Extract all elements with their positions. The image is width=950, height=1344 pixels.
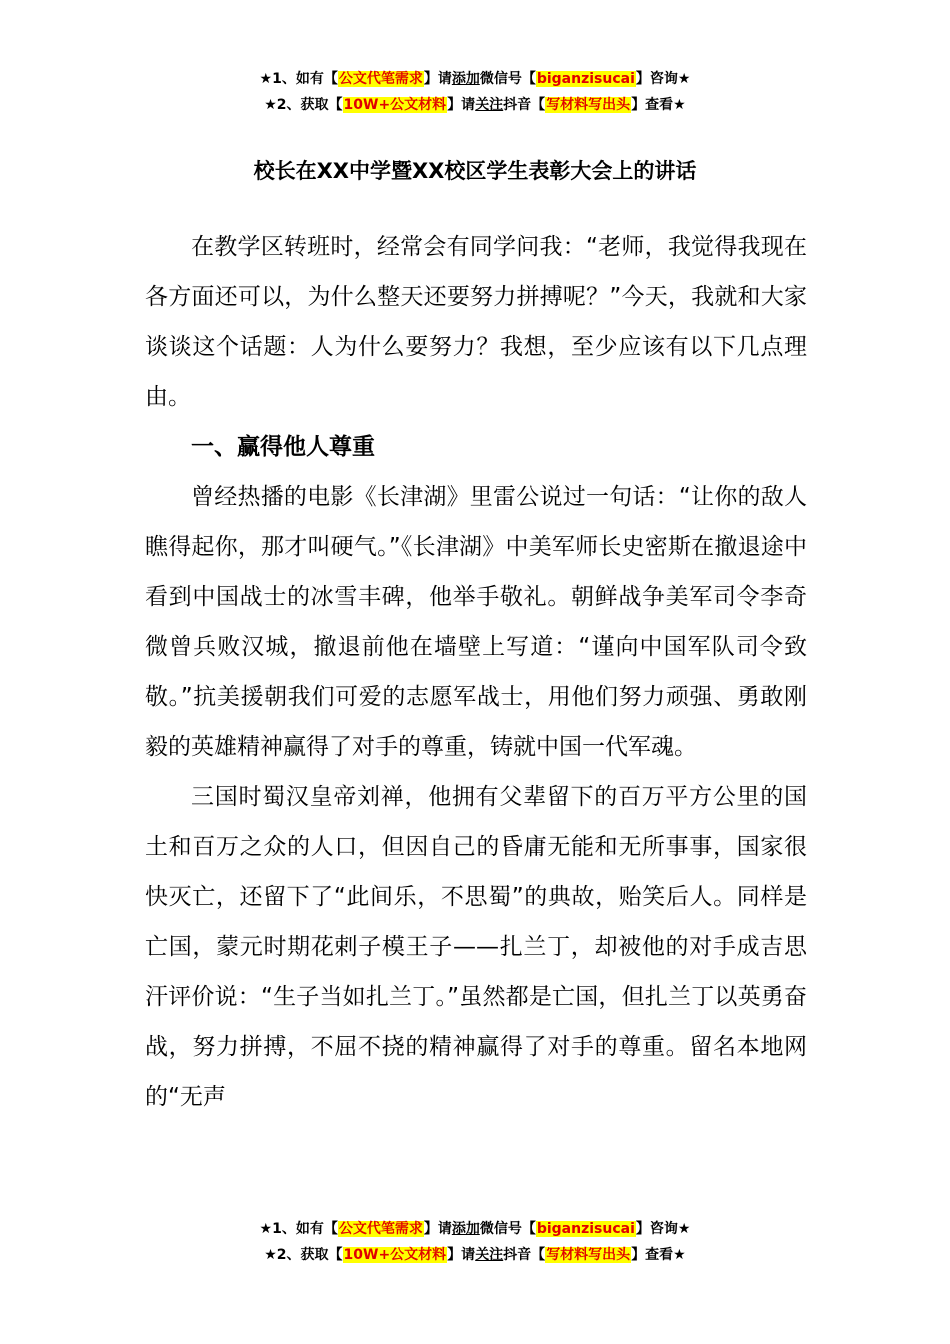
banner-line-1 (0, 66, 950, 92)
banner-text: 】咨询★ (635, 71, 691, 87)
banner-text: 】请 (423, 71, 452, 87)
paragraph: 在教学区转班时，经常会有同学问我：“老师，我觉得我现在各方面还可以，为什么整天还要努力拼搏呢？”今天，我就和大家谈谈这个话题：人为什么要努力？我想，至少应该有以下几点理由。 (145, 234, 807, 410)
banner-line-2 (0, 92, 950, 118)
banner-line-2 (0, 1242, 950, 1268)
banner-text: 】查看★ (631, 97, 686, 113)
banner-text: 】请 (423, 1221, 452, 1237)
banner-douyin-id: 写材料写出头 (546, 1247, 631, 1263)
banner-underlined-text: 关注 (475, 1247, 504, 1263)
banner-text: 】请 (447, 1247, 476, 1263)
banner-underlined-text: 添加 (451, 71, 480, 87)
section-heading: 一、赢得他人尊重 (191, 434, 375, 460)
document-body (145, 222, 807, 1122)
banner-wechat-id: biganzisucai (536, 71, 635, 87)
paragraph: 曾经热播的电影《长津湖》里雷公说过一句话：“让你的敌人瞧得起你，那才叫硬气。”《长津湖》中美军师长史密斯在撤退途中看到中国战士的冰雪丰碑，他举手敬礼。朝鲜战争美军司令李奇微曾兵败汉城，撤退前他在墙壁上写道：“谨向中国军队司令致敬。”抗美援朝我们可爱的志愿军战士，用他们努力顽强、勇敢刚毅的英雄精神赢得了对手的尊重，铸就中国一代军魂。 (145, 484, 807, 760)
banner-text: ★1、如有【 (259, 71, 338, 87)
header-banner (0, 66, 950, 118)
banner-text: 微信号【 (479, 1221, 536, 1237)
footer-banner (0, 1216, 950, 1268)
banner-underlined-text: 添加 (451, 1221, 480, 1237)
banner-highlight: 10W+公文材料 (343, 1247, 447, 1263)
banner-text: 】查看★ (631, 1247, 686, 1263)
banner-text: 】咨询★ (635, 1221, 691, 1237)
banner-text: ★1、如有【 (259, 1221, 338, 1237)
banner-douyin-id: 写材料写出头 (546, 97, 631, 113)
document-title: 校长在XX中学暨XX校区学生表彰大会上的讲话 (253, 159, 697, 183)
banner-text: 微信号【 (479, 71, 536, 87)
banner-underlined-text: 关注 (475, 97, 504, 113)
banner-highlight: 公文代笔需求 (338, 1221, 423, 1237)
banner-line-1 (0, 1216, 950, 1242)
paragraph: 三国时蜀汉皇帝刘禅，他拥有父辈留下的百万平方公里的国土和百万之众的人口，但因自己的昏庸无能和无所事事，国家很快灭亡，还留下了“此间乐，不思蜀”的典故，贻笑后人。同样是亡国，蒙元时期花剌子模王子——扎兰丁，却被他的对手成吉思汗评价说：“生子当如扎兰丁。”虽然都是亡国，但扎兰丁以英勇奋战，努力拼搏，不屈不挠的精神赢得了对手的尊重。留名本地网的“无声 (145, 784, 807, 1110)
banner-highlight: 公文代笔需求 (338, 71, 423, 87)
banner-text: 抖音【 (503, 1247, 546, 1263)
banner-highlight: 10W+公文材料 (343, 97, 447, 113)
banner-text: 】请 (447, 97, 476, 113)
banner-wechat-id: biganzisucai (536, 1221, 635, 1237)
banner-text: ★2、获取【 (264, 97, 343, 113)
banner-text: ★2、获取【 (264, 1247, 343, 1263)
banner-text: 抖音【 (503, 97, 546, 113)
